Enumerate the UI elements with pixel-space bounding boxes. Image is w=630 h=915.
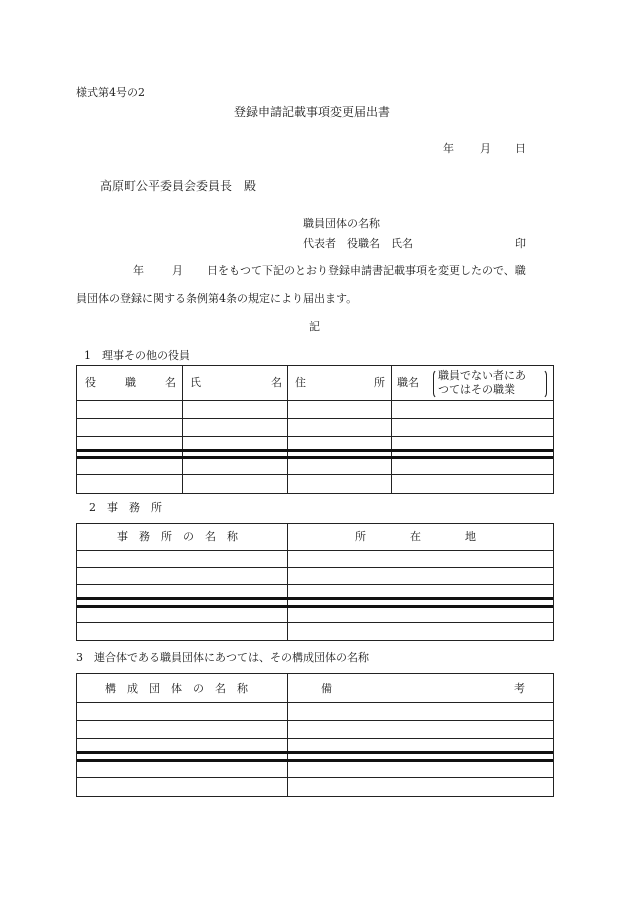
header-office-name: 事 務 所 の 名 称 [117,530,238,543]
table-row [77,418,553,419]
table-break-line [77,597,553,600]
header-yaku: 役 [85,376,96,389]
table-row [77,622,553,623]
date-year: 年 [443,142,454,155]
header-note-line1: 職員でない者にあ [438,369,526,382]
body-year: 年 [133,264,144,277]
table-break-line [77,456,553,459]
org-name-label: 職員団体の名称 [303,217,380,230]
table-break-line [77,759,553,762]
representative-label: 代表者 役職名 氏名 [303,237,413,250]
header-office-location: 所 在 地 [355,530,476,543]
form-number: 様式第4号の2 [76,86,145,99]
header-shi: 氏 [190,376,201,389]
ki-mark: 記 [309,320,320,333]
date-day: 日 [515,142,526,155]
office-table [76,523,554,641]
table-row [77,702,553,703]
header-shi-mei: 名 [271,376,282,389]
section1-heading: 1 理事その他の役員 [84,349,190,362]
header-ju: 住 [295,376,306,389]
table-row [77,550,553,551]
table-row [77,436,553,437]
table-row [77,584,553,585]
table-row [77,720,553,721]
table-row [77,400,553,401]
header-remarks-b: 考 [514,682,525,695]
section3-heading: 3 連合体である職員団体にあつては、その構成団体の名称 [76,651,369,664]
addressee: 高原町公平委員会委員長 殿 [100,179,257,193]
header-sho: 所 [374,376,385,389]
table-row [77,738,553,739]
table-row [77,567,553,568]
document-title: 登録申請記載事項変更届出書 [234,105,391,119]
section2-heading: 2 事 務 所 [89,501,162,514]
table-break-line [77,449,553,452]
officers-table [76,365,554,494]
table-row [77,777,553,778]
table-row [77,474,553,475]
table-break-line [77,751,553,754]
body-line1: 日をもつて下記のとおり登録申請書記載事項を変更したので、職 [207,264,526,277]
header-mei: 名 [165,376,176,389]
date-month: 月 [480,142,491,155]
body-line2: 員団体の登録に関する条例第4条の規定により届出ます。 [76,292,358,305]
body-month: 月 [172,264,183,277]
seal-mark: 印 [515,237,526,250]
header-note-line2: つてはその職業 [438,383,515,396]
header-remarks-a: 備 [321,682,332,695]
header-shokumei: 職名 [397,376,419,389]
header-shoku: 職 [125,376,136,389]
member-org-table [76,673,554,797]
header-member-name: 構 成 団 体 の 名 称 [105,682,248,695]
table-break-line [77,605,553,608]
